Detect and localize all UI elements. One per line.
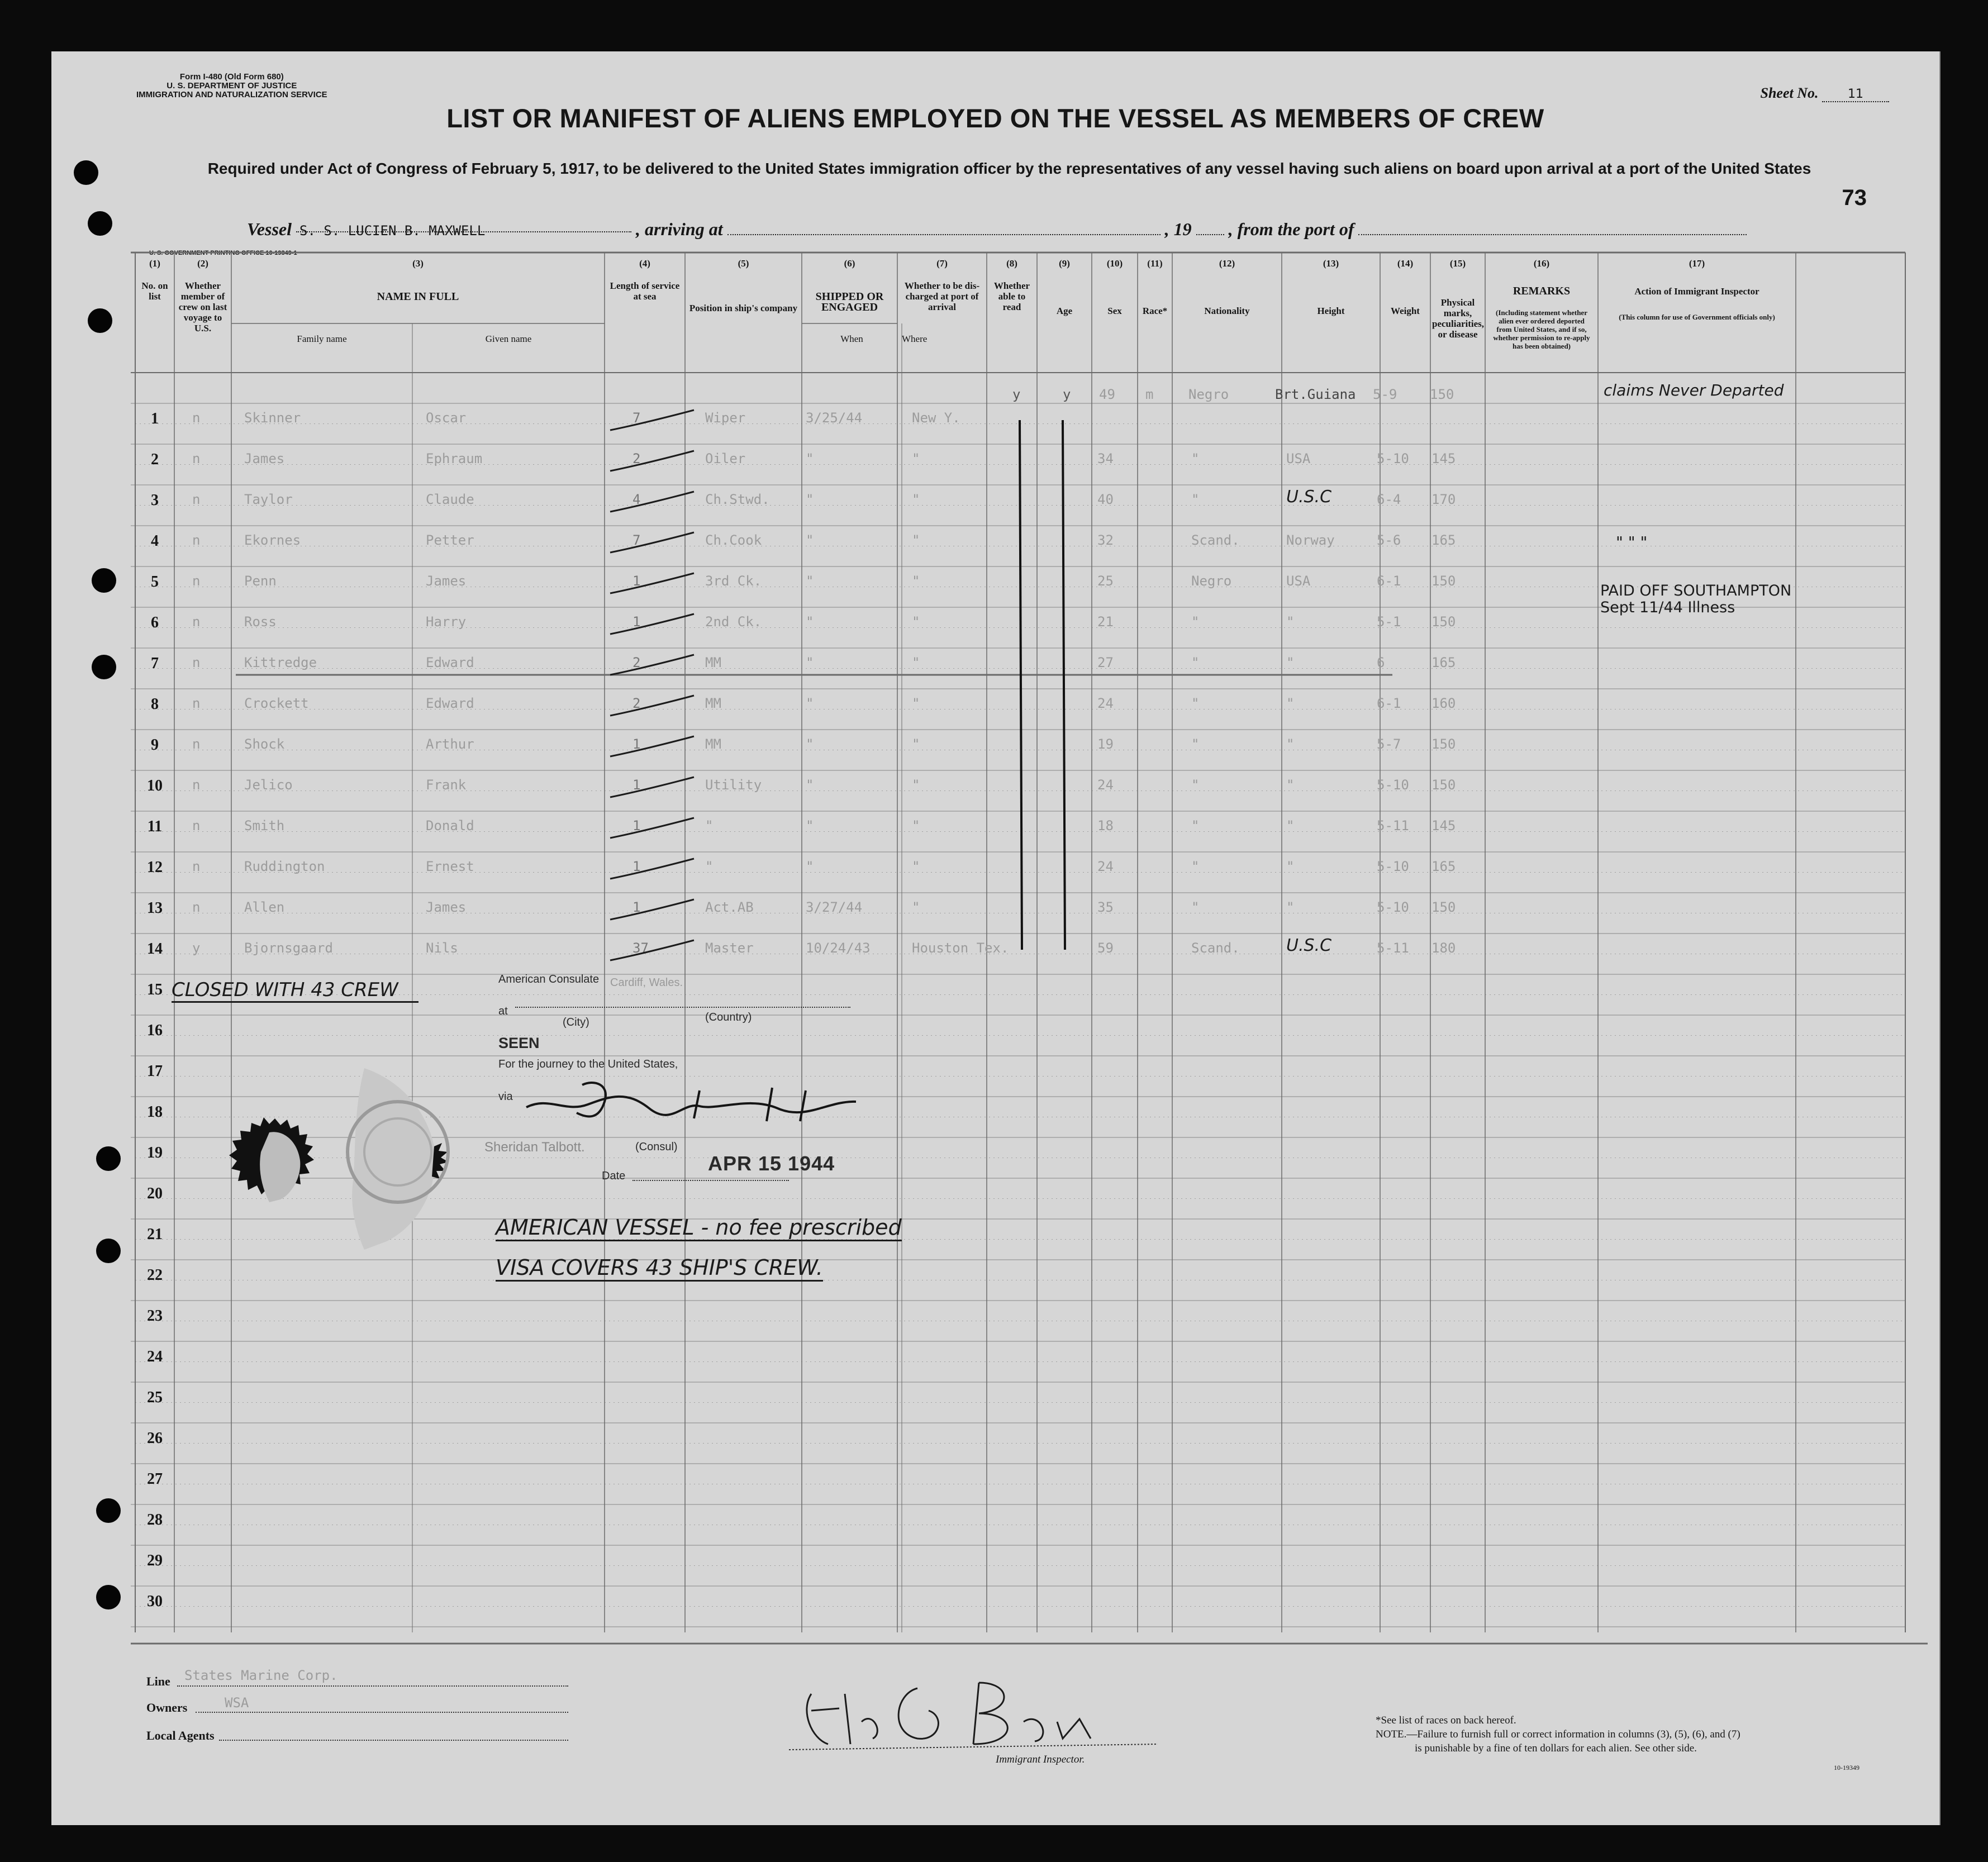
- column-number: (6): [844, 258, 855, 269]
- from-port-label: , from the port of: [1228, 219, 1354, 239]
- owners-label: Owners: [146, 1701, 188, 1715]
- table-cell-when: 3/27/44: [806, 899, 863, 915]
- table-cell-height: 6: [1377, 655, 1385, 670]
- table-cell-race: ": [1191, 899, 1200, 915]
- table-cell-position: MM: [705, 696, 721, 711]
- table-cell-member: n: [192, 451, 201, 466]
- row-number: 20: [147, 1185, 163, 1202]
- table-cell-when: ": [806, 532, 814, 548]
- table-cell-age: 27: [1097, 655, 1114, 670]
- table-cell-position: MM: [705, 655, 721, 670]
- table-cell-given: James: [426, 573, 467, 589]
- column-number: (2): [197, 258, 208, 269]
- row-number: 18: [147, 1103, 163, 1121]
- table-cell-when: ": [806, 818, 814, 834]
- row-number: 13: [147, 899, 163, 917]
- table-cell-position: Oiler: [705, 451, 746, 466]
- table-cell-position: Utility: [705, 777, 762, 793]
- table-cell-position: 3rd Ck.: [705, 573, 762, 589]
- page-subtitle: Required under Act of Congress of February 5, 1917, to be delivered to the United States immigration officer by the representatives of any vessel having such aliens on board upon arrival at a port of the United States: [207, 160, 1811, 177]
- table-cell-nationality: ": [1286, 818, 1295, 834]
- table-cell-given: James: [426, 899, 467, 915]
- table-cell-race: Scand.: [1191, 940, 1240, 956]
- column-number: (3): [412, 258, 424, 269]
- date-label: Date: [602, 1170, 626, 1182]
- table-cell-when: ": [806, 451, 814, 466]
- row-number: 4: [151, 532, 159, 550]
- line-field: [177, 1685, 568, 1687]
- table-cell-where: ": [912, 492, 920, 507]
- table-cell-where: ": [912, 818, 920, 834]
- table-cell-height: 6-4: [1377, 492, 1401, 507]
- table-cell-given: Ephraum: [426, 451, 483, 466]
- consulate-label: American Consulate: [498, 973, 600, 985]
- column-header: Age: [1056, 306, 1073, 316]
- table-cell-height: 5-11: [1377, 940, 1409, 956]
- table-cell-family: Jelico: [244, 777, 293, 793]
- table-cell-position: ": [705, 818, 714, 834]
- closed-note-text: CLOSED WITH 43 CREW: [172, 979, 398, 1001]
- table-cell-when: ": [806, 736, 814, 752]
- journey-label: For the journey to the United States,: [498, 1058, 678, 1070]
- row-number: 28: [147, 1511, 163, 1528]
- read-value: y: [1063, 387, 1071, 402]
- table-cell-when: ": [806, 492, 814, 507]
- column-number: (4): [639, 258, 650, 269]
- table-cell-nationality: USA: [1286, 573, 1311, 589]
- row-number: 29: [147, 1552, 163, 1569]
- table-cell-age: 40: [1097, 492, 1114, 507]
- table-cell-height: 5-1: [1377, 614, 1401, 630]
- column-number: (13): [1323, 258, 1339, 269]
- table-cell-given: Claude: [426, 492, 474, 507]
- column-subheader: Given name: [485, 334, 532, 344]
- table-cell-age: 21: [1097, 614, 1114, 630]
- table-cell-position: Wiper: [705, 410, 746, 426]
- visa-note-1-text: AMERICAN VESSEL - no fee prescribed: [496, 1215, 902, 1240]
- table-cell-nationality: ": [1286, 736, 1295, 752]
- table-cell-service: 37: [632, 940, 649, 956]
- table-cell-service: 2: [632, 696, 641, 711]
- table-cell-age: 25: [1097, 573, 1114, 589]
- table-cell-age: 19: [1097, 736, 1114, 752]
- row-number: 6: [151, 614, 159, 631]
- column-header: Action of Immigrant Inspector: [1634, 286, 1759, 297]
- table-cell-nationality: ": [1286, 899, 1295, 915]
- table-cell-height: 5-10: [1377, 899, 1409, 915]
- table-cell-family: Shock: [244, 736, 285, 752]
- table-cell-position: Master: [705, 940, 754, 956]
- table-cell-where: Houston Tex.: [912, 940, 1009, 956]
- column-header: SHIPPED OR ENGAGED: [815, 291, 884, 313]
- row-number: 5: [151, 573, 159, 590]
- table-cell-position: Ch.Stwd.: [705, 492, 770, 507]
- table-cell-weight: 180: [1431, 940, 1456, 956]
- table-cell-family: Skinner: [244, 410, 301, 426]
- table-cell-member: n: [192, 736, 201, 752]
- line-label: Line: [146, 1674, 170, 1688]
- row-number: 7: [151, 655, 159, 672]
- table-cell-when: ": [806, 655, 814, 670]
- height-value: 5-9: [1373, 387, 1397, 402]
- table-cell-nationality: ": [1286, 614, 1295, 630]
- nationality-value: Brt.Guiana: [1275, 387, 1356, 402]
- remarks-claims: claims Never Departed: [1604, 381, 1784, 399]
- table-cell-race: ": [1191, 696, 1200, 711]
- table-cell-given: Frank: [426, 777, 467, 793]
- table-cell-race: ": [1191, 777, 1200, 793]
- row-number: 2: [151, 451, 159, 468]
- table-cell-family: Taylor: [244, 492, 293, 507]
- table-cell-race: Scand.: [1191, 532, 1240, 548]
- consul-name: Sheridan Talbott.: [484, 1140, 585, 1155]
- table-cell-member: n: [192, 410, 201, 426]
- consul-label: (Consul): [635, 1141, 678, 1153]
- consular-seal: [186, 1057, 454, 1280]
- table-cell-nationality: USA: [1286, 451, 1311, 466]
- table-cell-position: Act.AB: [705, 899, 754, 915]
- page-number: 73: [1842, 185, 1867, 210]
- column-header: Race*: [1142, 306, 1168, 316]
- service-name: IMMIGRATION AND NATURALIZATION SERVICE: [136, 90, 327, 99]
- column-header: Physical marks, peculiarities, or disease: [1432, 297, 1485, 340]
- table-cell-member: n: [192, 696, 201, 711]
- at-label: at: [498, 1005, 508, 1017]
- date-line: [632, 1180, 789, 1181]
- row-number: 3: [151, 492, 159, 509]
- row-number: 16: [147, 1022, 163, 1039]
- table-cell-age: 35: [1097, 899, 1114, 915]
- owners-field: [196, 1712, 568, 1713]
- consulate-place: Cardiff, Wales.: [610, 977, 683, 989]
- weight-value: 150: [1430, 387, 1454, 402]
- table-cell-race: ": [1191, 818, 1200, 834]
- column-number: (10): [1106, 258, 1123, 269]
- column-header: Whether able to read: [993, 280, 1030, 312]
- column-number: (9): [1059, 258, 1070, 269]
- table-cell-height: 5-10: [1377, 451, 1409, 466]
- column-number: (14): [1397, 258, 1414, 269]
- table-cell-when: ": [806, 777, 814, 793]
- inspector-signature: [778, 1660, 1169, 1761]
- column-number: (8): [1006, 258, 1017, 269]
- column-number: (5): [738, 258, 749, 269]
- table-cell-service: 1: [632, 573, 641, 589]
- owners-value: WSA: [225, 1695, 249, 1711]
- table-cell-when: 10/24/43: [806, 940, 871, 956]
- table-cell-where: New Y.: [912, 410, 960, 426]
- column-subnote: (This column for use of Government officials only): [1619, 313, 1775, 321]
- table-cell-where: ": [912, 573, 920, 589]
- column-subheader: Where: [902, 334, 928, 344]
- table-cell-position: ": [705, 859, 714, 874]
- table-cell-nationality: U.S.C: [1286, 936, 1332, 955]
- consul-signature: [515, 1074, 862, 1135]
- table-cell-service: 7: [632, 532, 641, 548]
- column-number: (11): [1147, 258, 1163, 269]
- table-cell-given: Donald: [426, 818, 474, 834]
- inspector-signature-graphic: [778, 1660, 1169, 1761]
- table-cell-height: 5-11: [1377, 818, 1409, 834]
- table-cell-service: 1: [632, 899, 641, 915]
- table-cell-nationality: ": [1286, 696, 1295, 711]
- inspector-label: Immigrant Inspector.: [996, 1754, 1085, 1765]
- table-cell-nationality: Norway: [1286, 532, 1335, 548]
- table-cell-weight: 160: [1431, 696, 1456, 711]
- remarks-ditto: " " ": [1616, 533, 1648, 551]
- table-cell-given: Oscar: [426, 410, 467, 426]
- manifest-sheet: [51, 51, 1941, 1825]
- row-number: 24: [147, 1348, 163, 1365]
- table-cell-weight: 165: [1431, 859, 1456, 874]
- table-cell-weight: 150: [1431, 777, 1456, 793]
- row-number: 14: [147, 940, 163, 958]
- table-cell-race: ": [1191, 451, 1200, 466]
- row-number: 19: [147, 1144, 163, 1161]
- table-cell-height: 5-10: [1377, 859, 1409, 874]
- consul-signature-graphic: [515, 1074, 862, 1135]
- column-header: Whether to be dis-charged at port of arrival: [904, 280, 980, 312]
- table-cell-age: 34: [1097, 451, 1114, 466]
- table-cell-age: 59: [1097, 940, 1114, 956]
- vessel-name: S. S. LUCIEN B. MAXWELL: [299, 223, 486, 239]
- race-value: Negro: [1188, 387, 1229, 402]
- table-cell-age: 24: [1097, 777, 1114, 793]
- visa-note-2-text: VISA COVERS 43 SHIP'S CREW.: [496, 1255, 823, 1280]
- table-cell-weight: 165: [1431, 532, 1456, 548]
- table-cell-given: Ernest: [426, 859, 474, 874]
- table-cell-weight: 170: [1431, 492, 1456, 507]
- table-cell-nationality: ": [1286, 859, 1295, 874]
- agents-label: Local Agents: [146, 1728, 215, 1742]
- table-cell-member: n: [192, 573, 201, 589]
- column-header: Height: [1317, 306, 1345, 316]
- row-number: 11: [147, 818, 163, 835]
- table-cell-family: Ekornes: [244, 532, 301, 548]
- form-number: Form I-480 (Old Form 680): [179, 72, 284, 82]
- table-cell-family: Crockett: [244, 696, 309, 711]
- table-cell-race: ": [1191, 655, 1200, 670]
- table-cell-position: Ch.Cook: [705, 532, 762, 548]
- arriving-label: , arriving at: [636, 219, 723, 239]
- table-cell-where: ": [912, 859, 920, 874]
- row-number: 27: [147, 1470, 163, 1488]
- sheet-number-label: Sheet No.: [1760, 85, 1819, 101]
- column-header: NAME IN FULL: [377, 291, 459, 303]
- table-cell-when: ": [806, 696, 814, 711]
- row-number: 8: [151, 696, 159, 713]
- table-cell-given: Harry: [426, 614, 467, 630]
- table-cell-height: 6-1: [1377, 573, 1401, 589]
- sex-value: m: [1145, 387, 1154, 402]
- row-number: 22: [147, 1266, 163, 1284]
- table-cell-when: 3/25/44: [806, 410, 863, 426]
- table-cell-service: 1: [632, 777, 641, 793]
- table-cell-service: 1: [632, 818, 641, 834]
- table-cell-family: Ross: [244, 614, 277, 630]
- table-cell-weight: 145: [1431, 451, 1456, 466]
- column-number: (16): [1533, 258, 1550, 269]
- table-cell-member: n: [192, 655, 201, 670]
- table-cell-nationality: U.S.C: [1286, 487, 1332, 507]
- table-cell-given: Petter: [426, 532, 474, 548]
- table-cell-family: Bjornsgaard: [244, 940, 333, 956]
- table-cell-service: 1: [632, 614, 641, 630]
- table-cell-service: 2: [632, 451, 641, 466]
- form-code: 10-19349: [1834, 1764, 1859, 1771]
- table-cell-service: 2: [632, 655, 641, 670]
- table-cell-height: 5-6: [1377, 532, 1401, 548]
- table-cell-given: Edward: [426, 655, 474, 670]
- penalty-note-2: is punishable by a fine of ten dollars for each alien. See other side.: [1415, 1742, 1697, 1754]
- page-title: LIST OR MANIFEST OF ALIENS EMPLOYED ON THE VESSEL AS MEMBERS OF CREW: [446, 103, 1544, 133]
- table-cell-weight: 150: [1431, 573, 1456, 589]
- table-cell-where: ": [912, 696, 920, 711]
- table-cell-position: 2nd Ck.: [705, 614, 762, 630]
- row-number: 21: [147, 1226, 163, 1243]
- table-cell-weight: 150: [1431, 899, 1456, 915]
- row-number: 26: [147, 1430, 163, 1447]
- table-cell-weight: 145: [1431, 818, 1456, 834]
- table-cell-age: 24: [1097, 696, 1114, 711]
- table-cell-race: ": [1191, 859, 1200, 874]
- table-cell-height: 5-7: [1377, 736, 1401, 752]
- row-number: 15: [147, 981, 163, 998]
- age-value: 49: [1099, 387, 1115, 402]
- printing-office-line: U. S. GOVERNMENT PRINTING OFFICE 10-19349-1: [149, 250, 297, 256]
- row-number: 10: [147, 777, 163, 794]
- table-cell-height: 5-10: [1377, 777, 1409, 793]
- column-subheader: When: [840, 334, 863, 344]
- table-cell-age: 32: [1097, 532, 1114, 548]
- table-cell-family: James: [244, 451, 285, 466]
- row-number: 17: [147, 1063, 163, 1080]
- table-cell-family: Ruddington: [244, 859, 325, 874]
- agents-field: [219, 1740, 568, 1741]
- closed-note: [172, 979, 418, 1003]
- races-note: *See list of races on back hereof.: [1376, 1715, 1516, 1726]
- table-cell-where: ": [912, 532, 920, 548]
- column-header: Position in ship's company: [689, 303, 798, 313]
- column-header: REMARKS: [1513, 285, 1571, 297]
- table-cell-weight: 150: [1431, 614, 1456, 630]
- table-cell-race: Negro: [1191, 573, 1232, 589]
- column-header: Nationality: [1204, 306, 1250, 316]
- date-stamp: APR 15 1944: [708, 1152, 835, 1175]
- table-cell-service: 7: [632, 410, 641, 426]
- table-cell-member: n: [192, 532, 201, 548]
- table-cell-where: ": [912, 655, 920, 670]
- table-cell-member: n: [192, 859, 201, 874]
- visa-note-2: [496, 1255, 823, 1282]
- year-label: , 19: [1164, 219, 1192, 239]
- table-cell-given: Nils: [426, 940, 458, 956]
- table-cell-where: ": [912, 614, 920, 630]
- row-number: 30: [147, 1593, 163, 1610]
- table-cell-member: n: [192, 818, 201, 834]
- column-header: Length of service at sea: [610, 280, 680, 302]
- table-cell-age: 24: [1097, 859, 1114, 874]
- table-cell-when: ": [806, 614, 814, 630]
- table-cell-member: n: [192, 492, 201, 507]
- column-header: Weight: [1391, 306, 1420, 316]
- table-cell-where: ": [912, 736, 920, 752]
- column-number: (17): [1689, 258, 1705, 269]
- column-header: Sex: [1107, 306, 1122, 316]
- table-cell-weight: 165: [1431, 655, 1456, 670]
- column-number: (7): [936, 258, 948, 269]
- seal-graphic: [186, 1057, 454, 1280]
- table-cell-height: 6-1: [1377, 696, 1401, 711]
- table-cell-nationality: ": [1286, 655, 1295, 670]
- table-cell-position: MM: [705, 736, 721, 752]
- table-cell-weight: 150: [1431, 736, 1456, 752]
- column-header: Whether member of crew on last voyage to U.S.: [178, 280, 227, 334]
- table-cell-service: 1: [632, 736, 641, 752]
- table-cell-member: n: [192, 614, 201, 630]
- seen-label: SEEN: [498, 1035, 540, 1051]
- discharged-value: y: [1012, 387, 1021, 402]
- penalty-note: NOTE.—Failure to furnish full or correct information in columns (3), (5), (6), and (7): [1376, 1728, 1740, 1740]
- table-cell-race: ": [1191, 736, 1200, 752]
- table-cell-race: ": [1191, 492, 1200, 507]
- row-number: 1: [151, 410, 159, 427]
- table-cell-where: ": [912, 451, 920, 466]
- table-cell-given: Edward: [426, 696, 474, 711]
- table-cell-when: ": [806, 573, 814, 589]
- row-number: 9: [151, 736, 159, 754]
- table-cell-age: 18: [1097, 818, 1114, 834]
- table-cell-nationality: ": [1286, 777, 1295, 793]
- table-cell-family: Penn: [244, 573, 277, 589]
- sheet-number-value: 11: [1822, 87, 1889, 102]
- vessel-label: Vessel: [247, 219, 292, 239]
- visa-note-1: [496, 1215, 902, 1241]
- column-subnote: (Including statement whether alien ever ordered deported from United States, and if so, whether permission to re-apply has been obtained): [1493, 308, 1590, 350]
- column-number: (15): [1449, 258, 1466, 269]
- table-cell-family: Smith: [244, 818, 285, 834]
- table-cell-where: ": [912, 899, 920, 915]
- city-label: (City): [563, 1016, 589, 1028]
- table-cell-family: Kittredge: [244, 655, 317, 670]
- table-cell-when: ": [806, 859, 814, 874]
- table-cell-race: ": [1191, 614, 1200, 630]
- row-number: 25: [147, 1389, 163, 1406]
- row-number: 12: [147, 859, 163, 876]
- row-number: 23: [147, 1307, 163, 1325]
- table-cell-member: y: [192, 940, 201, 956]
- country-label: (Country): [705, 1011, 752, 1023]
- table-cell-service: 4: [632, 492, 641, 507]
- remarks-illness: Sept 11/44 Illness: [1600, 599, 1735, 616]
- remarks-paid-off: PAID OFF SOUTHAMPTON: [1600, 582, 1792, 599]
- column-subheader: Family name: [297, 334, 347, 344]
- table-cell-service: 1: [632, 859, 641, 874]
- table-cell-family: Allen: [244, 899, 285, 915]
- table-cell-member: n: [192, 899, 201, 915]
- table-cell-member: n: [192, 777, 201, 793]
- table-cell-given: Arthur: [426, 736, 474, 752]
- column-number: (12): [1219, 258, 1235, 269]
- city-line: [515, 1007, 850, 1008]
- table-cell-where: ": [912, 777, 920, 793]
- line-value: States Marine Corp.: [184, 1668, 338, 1683]
- via-label: via: [498, 1090, 513, 1103]
- column-header: No. on list: [141, 280, 168, 302]
- department-name: U. S. DEPARTMENT OF JUSTICE: [167, 81, 297, 91]
- column-number: (1): [149, 258, 160, 269]
